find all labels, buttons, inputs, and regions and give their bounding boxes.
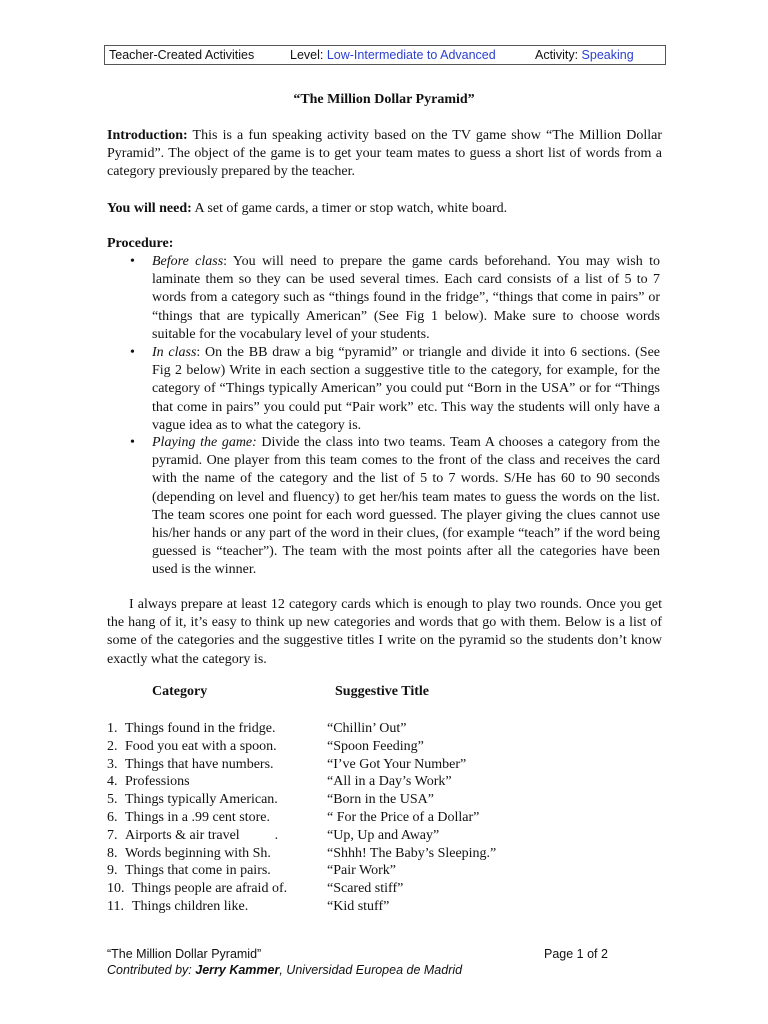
table-row <box>107 791 607 809</box>
row-suggestive-title: “Born in the USA” <box>327 792 434 808</box>
page-title: “The Million Dollar Pyramid” <box>293 92 475 107</box>
row-category: Food you eat with a spoon. <box>125 738 277 754</box>
row-category: Words beginning with Sh. <box>125 845 271 861</box>
table-row <box>107 738 607 756</box>
row-category: Things children like. <box>132 899 249 914</box>
row-number: 7. <box>107 827 118 843</box>
row-suggestive-title: “All in a Day’s Work” <box>327 774 452 790</box>
introduction-label: Introduction: <box>107 128 188 143</box>
activity-value: Speaking <box>581 48 634 62</box>
bullet-icon: • <box>130 435 135 450</box>
column-header-title: Suggestive Title <box>335 684 429 699</box>
introduction-paragraph <box>107 127 662 182</box>
procedure-heading: Procedure: <box>107 236 174 251</box>
table-row <box>107 827 607 845</box>
column-header-category: Category <box>152 684 208 699</box>
row-number: 6. <box>107 810 118 825</box>
row-category: Things typically American. <box>125 792 278 808</box>
closing-paragraph: I always prepare at least 12 category cards which is enough to play two rounds. Once you get the hang of it, it’s easy to think up new categories and words that go with them. Below is a list of some of the categories and the suggestive titles I write on the pyramid so the students don’t know exactly what the category is. <box>107 597 662 667</box>
row-number: 3. <box>107 756 118 772</box>
row-category: Things that come in pairs. <box>125 863 271 879</box>
row-suggestive-title: “Chillin’ Out” <box>327 721 407 736</box>
table-row <box>107 845 607 863</box>
row-number: 2. <box>107 738 118 754</box>
procedure-bullet-before-class: Before class: You will need to prepare the game cards beforehand. You may wish to laminate them so they can be used several times. Each card consists of a list of 5 to 7 words from a category such as “things found in the fridge”, “things that come in pairs” or “things that are typically American” (See Fig 1 below). Make sure to choose words suitable for the vocabulary level of your students. <box>152 254 660 342</box>
row-suggestive-title: “ For the Price of a Dollar” <box>327 810 480 825</box>
level-value: Low-Intermediate to Advanced <box>326 48 496 62</box>
bullet-icon: • <box>130 345 135 360</box>
need-text: A set of game cards, a timer or stop watch, white board. <box>194 201 508 216</box>
row-number: 8. <box>107 845 118 861</box>
procedure-bullet-playing: Playing the game: Divide the class into two teams. Team A chooses a category from the pyramid. One player from this team comes to the front of the class and receives the card with the name of the category and the list of 5 to 7 words. S/He has 60 to 90 seconds (depending on level and fluency) to get her/his team mates to guess the words on the list. The team scores one point for each word guessed. The player giving the clues cannot use his/her hands or any part of the word in their clues, (for example “teach” if the word being guessed is “teacher”). The team with the most points after all the categories have been used is the winner. <box>152 435 661 578</box>
row-category: Professions <box>125 774 190 790</box>
row-suggestive-title: “Scared stiff” <box>327 881 404 897</box>
table-row <box>107 720 607 738</box>
row-suggestive-title: “I’ve Got Your Number” <box>327 756 467 772</box>
footer-affiliation: , Universidad Europea de Madrid <box>279 963 463 977</box>
row-number: 10. <box>107 881 125 897</box>
header-activity <box>535 46 634 64</box>
row-category: Things in a .99 cent store. <box>125 810 271 825</box>
row-number: 4. <box>107 774 118 790</box>
row-suggestive-title: “Up, Up and Away” <box>327 827 440 843</box>
row-suggestive-title: “Spoon Feeding” <box>327 738 424 754</box>
table-row <box>107 898 607 916</box>
row-suggestive-title: “Pair Work” <box>327 863 396 879</box>
footer-contributed-label: Contributed by: <box>107 963 192 977</box>
row-number: 9. <box>107 863 118 879</box>
table-row <box>107 880 607 898</box>
header-source: Teacher-Created Activities <box>109 48 255 62</box>
footer-line-2 <box>107 963 609 978</box>
footer-page-number: Page 1 of 2 <box>544 947 608 961</box>
row-category: Things that have numbers. <box>125 756 274 772</box>
need-label: You will need: <box>107 201 192 216</box>
row-category: Things people are afraid of. <box>132 881 288 897</box>
row-number: 1. <box>107 721 118 736</box>
footer-line-1 <box>107 947 609 962</box>
bullet-icon: • <box>130 254 135 269</box>
table-row <box>107 773 607 791</box>
table-row <box>107 862 607 880</box>
header-level <box>290 46 496 64</box>
activity-label: Activity: <box>535 48 579 62</box>
row-category: Things found in the fridge. <box>125 721 276 736</box>
row-suggestive-title: “Shhh! The Baby’s Sleeping.” <box>327 845 497 861</box>
table-row <box>107 809 607 827</box>
level-label: Level: <box>290 48 324 62</box>
introduction-text: This is a fun speaking activity based on the TV game show “The Million Dollar Pyramid”. The object of the game is to get your team mates to guess a short list of words from a category previously prepared by the teacher. <box>107 128 663 180</box>
row-number: 11. <box>107 899 124 914</box>
row-number: 5. <box>107 792 118 808</box>
table-row <box>107 756 607 774</box>
row-category: Airports & air travel . <box>125 827 279 843</box>
need-paragraph <box>107 200 662 218</box>
footer-author: Jerry Kammer <box>195 963 280 977</box>
procedure-bullet-in-class: In class: On the BB draw a big “pyramid” or triangle and divide it into 6 sections. (See Fig 2 below) Write in each section a suggestive title to the category, for example, for the category of “Things typically American” you could put “Born in the USA” or for “Things that come in pairs” you could put “Pair work” etc. This way the students will only have a vague idea as to what the category is. <box>152 345 660 433</box>
row-suggestive-title: “Kid stuff” <box>327 899 390 914</box>
header-bar <box>104 45 666 65</box>
footer-doc-title: “The Million Dollar Pyramid” <box>107 947 262 961</box>
